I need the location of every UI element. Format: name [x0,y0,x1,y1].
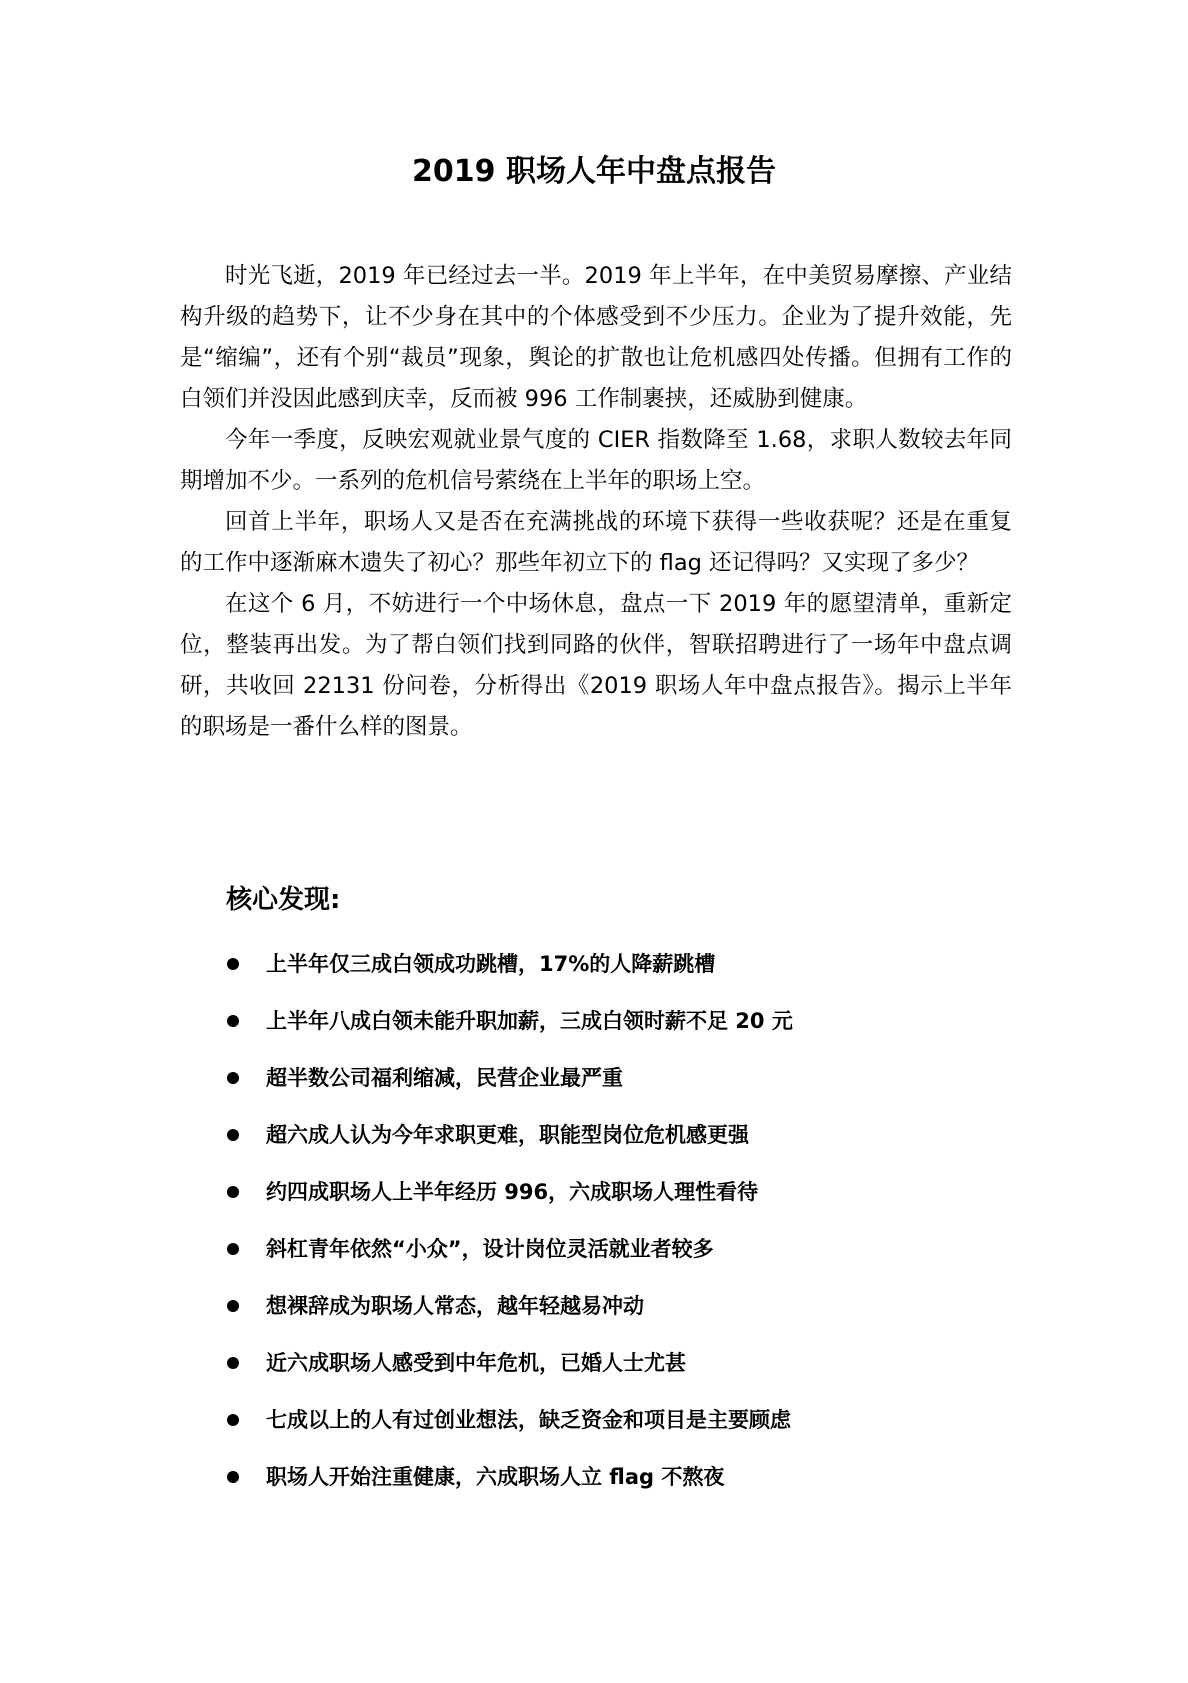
key-findings-list [226,944,1026,1514]
page-title: 2019 职场人年中盘点报告 [412,154,776,189]
intro-paragraph-1: 时光飞逝，2019 年已经过去一半。2019 年上半年，在中美贸易摩擦、产业结构升级的趋势下，让不少身在其中的个体感受到不少压力。企业为了提升效能，先是“缩编”，还有个别“裁员”现象，舆论的扩散也让危机感四处传播。但拥有工作的白领们并没因此感到庆幸，反而被 996 工作制裹挟，还威胁到健康。 [180,263,1012,412]
bullet-icon [227,1471,239,1483]
bullet-icon [227,1072,239,1084]
finding-text: 近六成职场人感受到中年危机，已婚人士尤甚 [266,1351,686,1375]
finding-item [226,1115,1026,1172]
finding-item [226,1172,1026,1229]
bullet-icon [227,1300,239,1312]
bullet-icon [227,1414,239,1426]
finding-item [226,944,1026,1001]
finding-item [226,1058,1026,1115]
intro-paragraph-3: 回首上半年，职场人又是否在充满挑战的环境下获得一些收获呢？还是在重复的工作中逐渐麻木遗失了初心？那些年初立下的 flag 还记得吗？又实现了多少？ [180,509,1012,576]
finding-text: 约四成职场人上半年经历 996，六成职场人理性看待 [266,1180,759,1204]
intro-paragraph-4: 在这个 6 月，不妨进行一个中场休息，盘点一下 2019 年的愿望清单，重新定位，整装再出发。为了帮白领们找到同路的伙伴，智联招聘进行了一场年中盘点调研，共收回 22131 份问卷，分析得出《2019 职场人年中盘点报告》。揭示上半年的职场是一番什么样的图景。 [180,591,1012,740]
finding-item [226,1457,1026,1514]
finding-text: 超六成人认为今年求职更难，职能型岗位危机感更强 [266,1123,749,1147]
section-title-key-findings: 核心发现: [226,885,341,915]
finding-text: 上半年仅三成白领成功跳槽，17%的人降薪跳槽 [266,952,716,976]
finding-text: 职场人开始注重健康，六成职场人立 flag 不熬夜 [266,1465,725,1489]
finding-text: 七成以上的人有过创业想法，缺乏资金和项目是主要顾虑 [266,1408,791,1432]
bullet-icon [227,1186,239,1198]
bullet-icon [227,958,239,970]
bullet-icon [227,1357,239,1369]
bullet-icon [227,1015,239,1027]
finding-text: 超半数公司福利缩减，民营企业最严重 [266,1066,623,1090]
finding-text: 斜杠青年依然“小众”，设计岗位灵活就业者较多 [266,1237,714,1261]
finding-item [226,1400,1026,1457]
finding-item [226,1343,1026,1400]
bullet-icon [227,1129,239,1141]
finding-item [226,1286,1026,1343]
finding-item [226,1229,1026,1286]
bullet-icon [227,1243,239,1255]
intro-body [180,256,1012,748]
finding-text: 上半年八成白领未能升职加薪，三成白领时薪不足 20 元 [266,1009,793,1033]
finding-item [226,1001,1026,1058]
intro-paragraph-2: 今年一季度，反映宏观就业景气度的 CIER 指数降至 1.68，求职人数较去年同期增加不少。一系列的危机信号萦绕在上半年的职场上空。 [180,427,1012,494]
finding-text: 想裸辞成为职场人常态，越年轻越易冲动 [266,1294,644,1318]
